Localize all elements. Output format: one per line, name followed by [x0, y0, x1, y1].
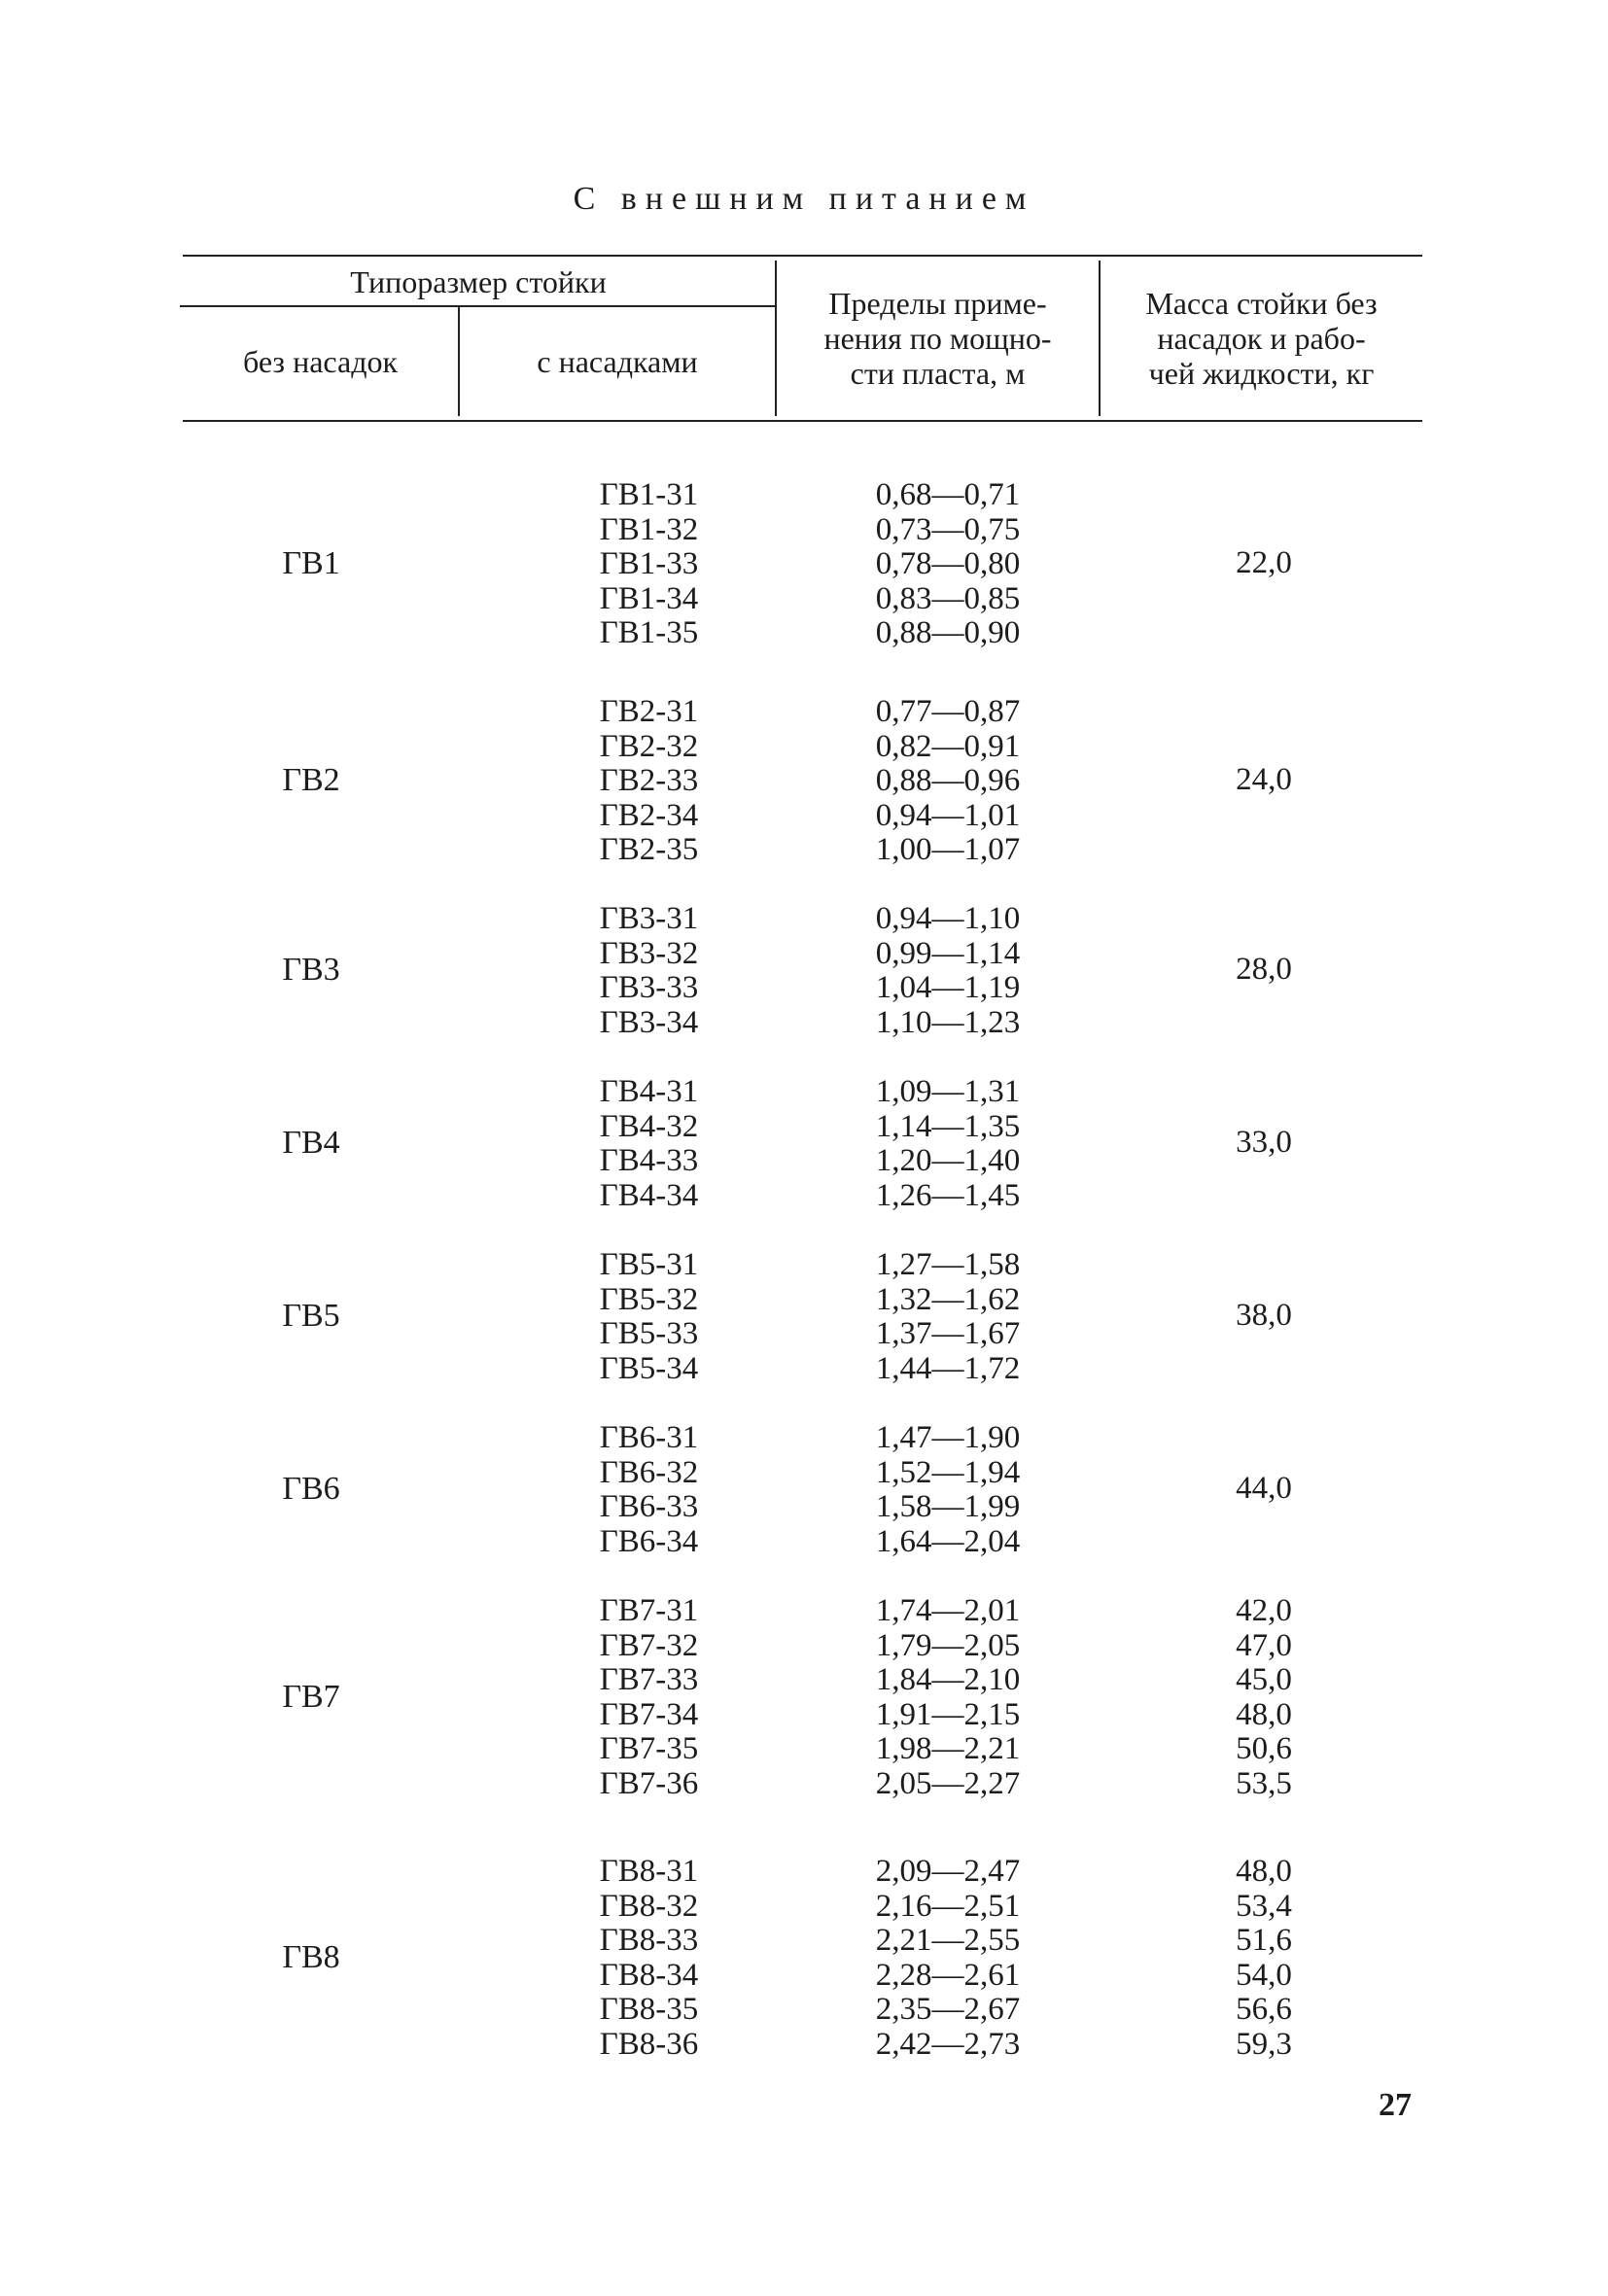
- header-mass-line: насадок и рабо-: [1157, 321, 1366, 356]
- type-cell: ГВ4-34: [599, 1177, 699, 1213]
- mass-list: [1176, 1855, 1351, 2062]
- mass-cell: 42,0: [1236, 1593, 1292, 1628]
- range-cell: 0,88—0,90: [875, 615, 1021, 650]
- header-range-line: сти пласта, м: [850, 356, 1026, 391]
- mass-cell: 53,4: [1236, 1888, 1292, 1924]
- mass-cell: 38,0: [1236, 1298, 1292, 1333]
- range-list: [836, 1855, 1060, 2062]
- range-cell: 1,91—2,15: [875, 1696, 1021, 1732]
- mass-cell: 54,0: [1236, 1957, 1292, 1993]
- range-list: [836, 1248, 1060, 1386]
- type-cell: ГВ3-33: [599, 970, 699, 1005]
- range-cell: 0,88—0,96: [875, 763, 1021, 798]
- range-cell: 0,73—0,75: [875, 511, 1021, 547]
- mass-cell: 53,5: [1236, 1765, 1292, 1801]
- header-group-label: Типоразмер стойки: [350, 264, 607, 299]
- range-cell: 2,16—2,51: [875, 1888, 1021, 1924]
- range-cell: 1,26—1,45: [875, 1177, 1021, 1213]
- range-cell: 1,09—1,31: [875, 1074, 1021, 1109]
- range-cell: 1,47—1,90: [875, 1420, 1021, 1455]
- type-cell: ГВ5-34: [599, 1350, 699, 1386]
- group-name: ГВ4: [282, 1125, 340, 1161]
- range-list: [836, 1075, 1060, 1213]
- type-cell: ГВ6-34: [599, 1523, 699, 1559]
- type-cell: ГВ3-32: [599, 935, 699, 971]
- mass-cell: 45,0: [1236, 1662, 1292, 1697]
- mass-cell: 59,3: [1236, 2026, 1292, 2062]
- range-cell: 2,42—2,73: [875, 2026, 1021, 2062]
- type-list: [544, 478, 753, 651]
- range-cell: 2,05—2,27: [875, 1765, 1021, 1801]
- range-list: [836, 902, 1060, 1040]
- type-list: [544, 902, 753, 1040]
- type-list: [544, 1421, 753, 1559]
- type-cell: ГВ3-31: [599, 901, 699, 936]
- range-cell: 2,28—2,61: [875, 1957, 1021, 1993]
- mass-list: [1176, 1594, 1351, 1801]
- header-with-nozzles: с насадками: [537, 344, 698, 379]
- group-name: ГВ5: [282, 1298, 340, 1334]
- header-mass: [1101, 286, 1422, 391]
- range-cell: 0,78—0,80: [875, 546, 1021, 581]
- mass-cell: 33,0: [1236, 1125, 1292, 1160]
- table-row-group: [0, 1248, 1608, 1386]
- type-cell: ГВ2-34: [599, 797, 699, 833]
- group-name: ГВ8: [282, 1938, 340, 1975]
- type-list: [544, 1594, 753, 1801]
- range-cell: 1,44—1,72: [875, 1350, 1021, 1386]
- type-cell: ГВ2-32: [599, 728, 699, 764]
- type-cell: ГВ7-34: [599, 1696, 699, 1732]
- type-cell: ГВ1-33: [599, 546, 699, 581]
- type-list: [544, 1855, 753, 2062]
- range-cell: 0,94—1,01: [875, 797, 1021, 833]
- range-cell: 2,21—2,55: [875, 1923, 1021, 1958]
- range-cell: 1,84—2,10: [875, 1662, 1021, 1697]
- range-cell: 2,09—2,47: [875, 1854, 1021, 1889]
- type-cell: ГВ4-33: [599, 1143, 699, 1178]
- type-cell: ГВ7-32: [599, 1627, 699, 1663]
- range-list: [836, 478, 1060, 651]
- table-row-group: [0, 478, 1608, 651]
- range-cell: 1,32—1,62: [875, 1281, 1021, 1317]
- page-number: 27: [1379, 2087, 1412, 2123]
- type-cell: ГВ1-34: [599, 580, 699, 616]
- type-cell: ГВ5-33: [599, 1316, 699, 1351]
- group-name: ГВ2: [282, 761, 340, 798]
- range-cell: 1,79—2,05: [875, 1627, 1021, 1663]
- group-name: ГВ7: [282, 1678, 340, 1715]
- type-list: [544, 695, 753, 868]
- mass-cell: 56,6: [1236, 1992, 1292, 2027]
- type-cell: ГВ8-31: [599, 1854, 699, 1889]
- group-name: ГВ3: [282, 952, 340, 988]
- table-row-group: [0, 902, 1608, 1040]
- type-cell: ГВ1-35: [599, 615, 699, 650]
- header-range-line: нения по мощно-: [823, 321, 1052, 356]
- type-cell: ГВ4-31: [599, 1074, 699, 1109]
- range-cell: 1,04—1,19: [875, 970, 1021, 1005]
- mass-cell: 51,6: [1236, 1923, 1292, 1958]
- type-cell: ГВ2-31: [599, 694, 699, 729]
- type-cell: ГВ5-31: [599, 1247, 699, 1282]
- type-list: [544, 1075, 753, 1213]
- header-range-line: Пределы приме-: [828, 286, 1047, 321]
- range-cell: 1,14—1,35: [875, 1108, 1021, 1144]
- type-cell: ГВ7-33: [599, 1662, 699, 1697]
- header-bottom-rule: [183, 420, 1422, 422]
- type-cell: ГВ6-33: [599, 1489, 699, 1524]
- range-cell: 1,20—1,40: [875, 1143, 1021, 1178]
- type-cell: ГВ8-35: [599, 1992, 699, 2027]
- group-name: ГВ6: [282, 1471, 340, 1507]
- header-mass-line: чей жидкости, кг: [1148, 356, 1375, 391]
- type-cell: ГВ6-32: [599, 1454, 699, 1490]
- type-cell: ГВ3-34: [599, 1004, 699, 1040]
- range-cell: 0,82—0,91: [875, 728, 1021, 764]
- type-cell: ГВ7-36: [599, 1765, 699, 1801]
- page-title: С внешним питанием: [573, 181, 1035, 217]
- type-cell: ГВ8-32: [599, 1888, 699, 1924]
- mass-cell: 22,0: [1236, 544, 1292, 580]
- range-cell: 1,52—1,94: [875, 1454, 1021, 1490]
- table-top-rule: [183, 255, 1422, 257]
- type-cell: ГВ8-36: [599, 2026, 699, 2062]
- range-list: [836, 695, 1060, 868]
- type-cell: ГВ2-33: [599, 763, 699, 798]
- type-cell: ГВ7-31: [599, 1593, 699, 1628]
- mass-cell: 50,6: [1236, 1731, 1292, 1766]
- range-cell: 1,98—2,21: [875, 1731, 1021, 1766]
- header-range: [777, 286, 1099, 391]
- range-cell: 1,27—1,58: [875, 1247, 1021, 1282]
- header-no-nozzles: без насадок: [242, 344, 399, 379]
- group-name: ГВ1: [282, 544, 340, 581]
- range-cell: 0,99—1,14: [875, 935, 1021, 971]
- range-cell: 1,64—2,04: [875, 1523, 1021, 1559]
- range-cell: 1,10—1,23: [875, 1004, 1021, 1040]
- type-cell: ГВ4-32: [599, 1108, 699, 1144]
- mass-cell: 48,0: [1236, 1854, 1292, 1889]
- range-cell: 1,00—1,07: [875, 832, 1021, 867]
- mass-cell: 44,0: [1236, 1471, 1292, 1506]
- table-row-group: [0, 1594, 1608, 1801]
- type-list: [544, 1248, 753, 1386]
- type-cell: ГВ1-32: [599, 511, 699, 547]
- range-cell: 1,37—1,67: [875, 1316, 1021, 1351]
- type-cell: ГВ8-34: [599, 1957, 699, 1993]
- range-cell: 1,74—2,01: [875, 1593, 1021, 1628]
- type-cell: ГВ6-31: [599, 1420, 699, 1455]
- range-cell: 2,35—2,67: [875, 1992, 1021, 2027]
- type-cell: ГВ5-32: [599, 1281, 699, 1317]
- range-cell: 0,68—0,71: [875, 477, 1021, 512]
- range-list: [836, 1421, 1060, 1559]
- header-mass-line: Масса стойки без: [1145, 286, 1378, 321]
- range-cell: 0,83—0,85: [875, 580, 1021, 616]
- mass-cell: 47,0: [1236, 1627, 1292, 1663]
- type-cell: ГВ7-35: [599, 1731, 699, 1766]
- type-cell: ГВ8-33: [599, 1923, 699, 1958]
- range-cell: 1,58—1,99: [875, 1489, 1021, 1524]
- range-list: [836, 1594, 1060, 1801]
- range-cell: 0,94—1,10: [875, 901, 1021, 936]
- table-row-group: [0, 1421, 1608, 1559]
- mass-cell: 48,0: [1236, 1696, 1292, 1732]
- mass-cell: 24,0: [1236, 761, 1292, 797]
- table-row-group: [0, 1855, 1608, 2062]
- table-row-group: [0, 1075, 1608, 1213]
- mass-cell: 28,0: [1236, 952, 1292, 987]
- type-cell: ГВ1-31: [599, 477, 699, 512]
- type-cell: ГВ2-35: [599, 832, 699, 867]
- table-row-group: [0, 695, 1608, 868]
- group-header-rule: [180, 305, 775, 307]
- range-cell: 0,77—0,87: [875, 694, 1021, 729]
